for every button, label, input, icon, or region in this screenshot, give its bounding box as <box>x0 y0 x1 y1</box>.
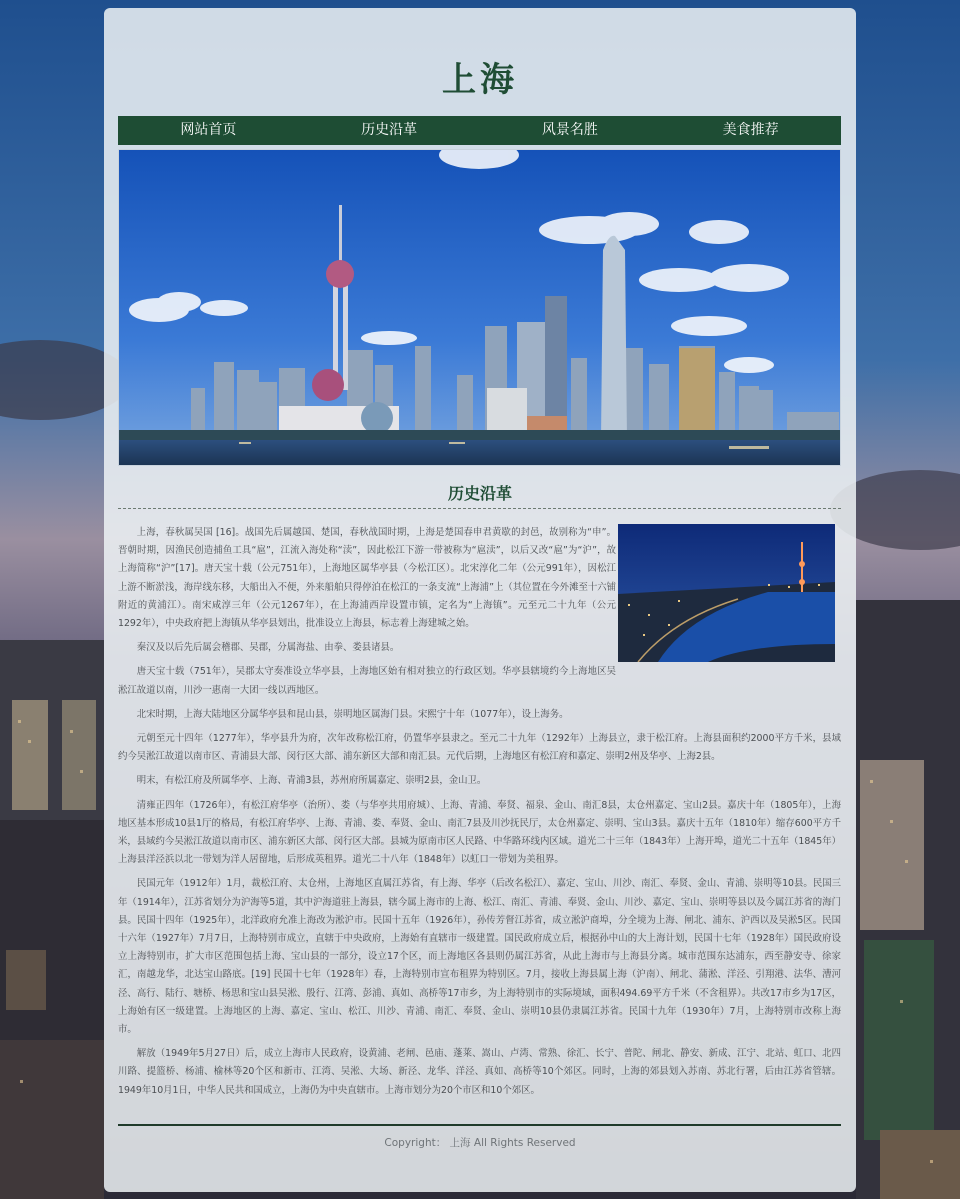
paragraph: 解放（1949年5月27日）后，成立上海市人民政府，设黄浦、老闸、邑庙、蓬莱、嵩山、卢湾、常熟、徐汇、长宁、普陀、闸北、静安、新成、江宁、北站、虹口、北四川路、提篮桥、杨浦、榆林等20个区和新市、江湾、吴淞、大场、新泾、龙华、洋泾、真如、高桥等10个郊区。同时，上海的郊县划入苏南、苏北行署，后由江苏省管辖。1949年10月1日，中华人民共和国成立，上海仍为中央直辖市。上海市划分为20个市区和10个郊区。 <box>118 1048 841 1096</box>
nav-item-home[interactable]: 网站首页 <box>180 122 237 138</box>
footer-divider <box>118 1124 841 1126</box>
paragraph: 北宋时期，上海大陆地区分属华亭县和昆山县，崇明地区属海门县。宋熙宁十年（1077年），设上海务。 <box>136 708 569 720</box>
paragraph: 上海，春秋属吴国 [16]。战国先后属越国、楚国，春秋战国时期，上海是楚国春申君黄歇的封邑，故别称为“申”。晋朝时期，因渔民创造捕鱼工具“扈”，江流入海处称“渎”，因此松江下游一带被称为“扈渎”，以后又改“扈”为“沪”，故上海简称“沪”[17]。唐天宝十载（公元751年），上海地区属华亭县（今松江区）。北宋淳化二年（公元991年），因松江上游不断淤浅，海岸线东移，大船出入不便，外来船舶只得停泊在松江的一条支流“上海浦”上（其位置在今外滩至十六铺附近的黄浦江）。南宋咸淳三年（公元1267年），在上海浦西岸设置市镇，定名为“上海镇”。元至元二十九年（公元1292年），中央政府把上海镇从华亭县划出，批准设立上海县，标志着上海建城之始。 <box>118 527 616 630</box>
section-divider <box>118 508 841 509</box>
main-nav <box>118 116 841 145</box>
paragraph: 民国元年（1912年）1月，裁松江府、太仓州，上海地区直属江苏省，有上海、华亭（后改名松江）、嘉定、宝山、川沙、南汇、奉贤、金山、青浦、崇明等10县。民国三年（1914年），江苏省划分为沪海等5道，其中沪海道驻上海县，辖今属上海市的上海、松江、南汇、青浦、奉贤、金山、川沙、嘉定、宝山、崇明等县以及今属江苏省的海门县。民国十四年（1925年），北洋政府允准上海改为淞沪市。民国十五年（1926年），孙传芳督江苏省，成立淞沪商埠，分全境为上海、闸北、浦东、沪西以及吴淞5区。民国十六年（1927年）7月7日，上海特别市成立，直辖于中央政府，上海始有直辖市一级建置。国民政府成立后，根据孙中山的大上海计划，民国十七年（1928年）国民政府设立上海特别市，扩大市区范围包括上海、宝山县的一部分，设立17个区，而上海地区各县则仍属江苏省，从此上海市与上海县分离。城市范围东达浦东，西至静安寺、徐家汇，南越龙华，北达宝山路底。[19] 民国十七年（1928年）春，上海特别市宣布租界为特别区。7月，接收上海县属上海（沪南）、闸北、蒲淞、洋泾、引翔港、法华、漕河泾、高行、陆行、塘桥、杨思和宝山县吴淞、殷行、江湾、彭浦、真如、高桥等17市乡，为上海特别市的实际境域，面积494.69平方千米（不含租界）。共改17市乡为17区，上海始有区一级建置。上海地区的上海、嘉定、宝山、松江、川沙、青浦、南汇、奉贤、金山、崇明10县仍隶属江苏省。民国十九年（1930年）7月，上海特别市改称上海市。 <box>118 878 841 1036</box>
paragraph: 元朝至元十四年（1277年），华亭县升为府，次年改称松江府，仍置华亭县隶之。至元二十九年（1292年）上海县立，隶于松江府。上海县面积约2000平方千米，县域约今吴淞江故道以南市区、青浦县大部、闵行区大部、浦东新区大部和南汇县。元代后期，上海地区有松江府和嘉定、崇明2州及华亭、上海2县。 <box>118 733 841 763</box>
banner-image <box>118 149 841 466</box>
paragraph: 秦汉及以后先后属会稽郡、吴郡，分属海盐、由拳、娄县诸县。 <box>136 642 400 654</box>
main-container <box>104 8 856 1192</box>
history-content <box>118 524 841 1106</box>
paragraph: 明末，有松江府及所属华亭、上海、青浦3县，苏州府所属嘉定、崇明2县，金山卫。 <box>136 775 487 787</box>
nav-item-scenery[interactable]: 风景名胜 <box>541 122 598 138</box>
nav-item-history[interactable]: 历史沿革 <box>361 122 418 138</box>
section-title: 历史沿革 <box>447 484 512 503</box>
paragraph: 唐天宝十载（751年），吴郡太守奏准设立华亭县，上海地区始有相对独立的行政区划。华亭县辖境约今上海地区吴淞江故道以南，川沙一惠南一大团一线以西地区。 <box>118 666 616 696</box>
paragraph: 清雍正四年（1726年），有松江府华亭（治所）、娄（与华亭共用府城）、上海、青浦、奉贤、福泉、金山、南汇8县，太仓州嘉定、宝山2县。嘉庆十年（1805年），上海地区基本形成10县1厅的格局，有松江府华亭、上海、青浦、娄、奉贤、金山、南汇7县及川沙抚民厅，太仓州嘉定、崇明、宝山3县。嘉庆十五年（1810年）缩存600平方千米，县域约今吴淞江故道以南市区、浦东新区大部、闵行区大部。县城为原南市区人民路、中华路环线内区域。道光二十三年（1843年）上海开埠，道光二十五年（1845年）上海县洋泾浜以北一带划为洋人居留地，后形成英租界。道光二十八年（1848年）以虹口一带划为美租界。 <box>118 799 841 866</box>
footer-copyright: Copyright： 上海 All Rights Reserved <box>384 1137 576 1149</box>
nav-item-food[interactable]: 美食推荐 <box>722 122 779 138</box>
site-title: 上海 <box>442 60 518 100</box>
